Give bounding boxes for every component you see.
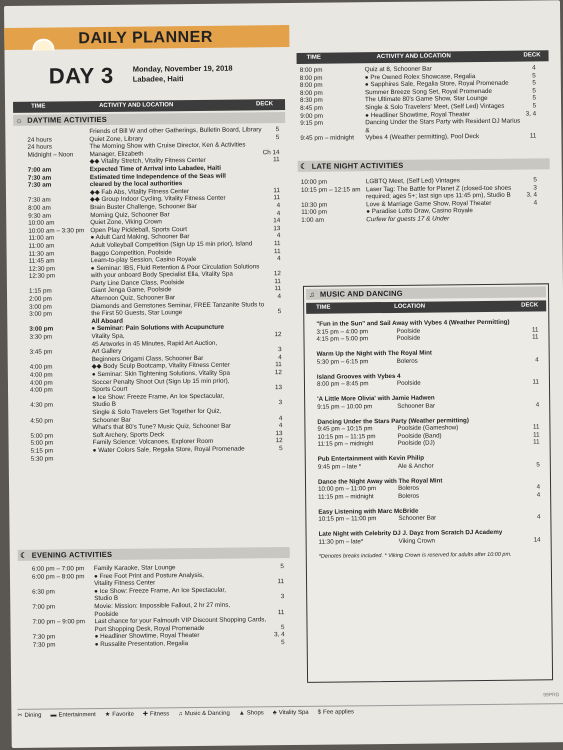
row-deck: 11 — [273, 247, 281, 255]
row-activity: Quiz at 8, Schooner Bar — [364, 65, 432, 74]
row-time: 10:15 pm – 12:15 am — [300, 185, 361, 194]
row-deck: 11 — [273, 194, 281, 202]
row-time: Midnight – Noon — [27, 151, 74, 159]
row-time: 24 hours — [27, 136, 52, 144]
row-time: 8:00 pm — [299, 89, 323, 97]
row-deck: 11 — [275, 361, 282, 369]
row-time: 11:00 pm — [301, 209, 328, 217]
music-note-icon: ♫ — [309, 289, 315, 299]
row-deck: Ch 14 — [262, 148, 280, 157]
row-time: 3:00 pm — [29, 325, 54, 334]
favorite-icon: ★ — [104, 711, 111, 718]
music-block-title: Dancing Under the Stars Party (Weather permitting) — [317, 416, 469, 426]
legend-item — [50, 712, 95, 718]
row-deck: 5 — [280, 563, 284, 571]
row-deck: 5 — [277, 308, 282, 316]
row-time: 5:00 pm — [30, 439, 54, 448]
row-activity: Schooner Bar — [92, 416, 131, 424]
row-activity: Port Shopping Desk, Royal Promenade — [94, 624, 205, 633]
row-activity: Dancing Under the Stars Party with Resident DJ Marius & — [365, 117, 521, 134]
row-deck: 12 — [274, 331, 282, 339]
sun-section-icon: ☼ — [15, 115, 23, 125]
music-line — [317, 378, 539, 388]
row-time: 7:00 am — [27, 166, 52, 174]
music-time: 11:15 pm – midnight — [317, 440, 374, 448]
music-deck: 11 — [533, 438, 540, 446]
music-deck: 14 — [533, 535, 541, 543]
music-location: Poolside (DJ) — [397, 439, 435, 447]
row-activity: the First 50 Guests, Star Lounge — [91, 309, 183, 318]
legend-label: Shops — [246, 710, 264, 717]
music-time: 9:45 pm – 10:15 pm — [317, 425, 373, 433]
music-time: 10:00 pm – 11:00 pm — [318, 485, 377, 493]
row-deck: 4 — [533, 199, 538, 207]
row-time: 7:00 pm — [32, 603, 56, 611]
music-block — [317, 416, 539, 448]
row-activity: Expected Time of Arrival into Labadee, Haiti — [89, 164, 221, 174]
row-activity: Curfew for guests 17 & Under — [366, 215, 450, 224]
legend-item — [239, 710, 264, 716]
row-deck: 14 — [273, 217, 281, 225]
date: Monday, November 19, 2018 — [132, 63, 233, 74]
row-activity: What's that 80's Tune? Music Quiz, Schooner Bar — [92, 422, 232, 432]
music-section-header: ♫ MUSIC AND DANCING — [306, 286, 546, 300]
row-activity: Party Line Dance Class, Poolside — [90, 279, 185, 287]
row-activity: ● Adult Card Making, Schooner Bar — [90, 233, 190, 242]
legend-item — [143, 711, 169, 717]
row-activity: Summer Breeze Song Set, Royal Promenade — [364, 87, 493, 97]
row-activity: ● Seminar: Pain Solutions with Acupuncture — [91, 324, 225, 333]
row-deck: 3, 4 — [525, 109, 537, 118]
row-time: 3:00 pm — [29, 310, 53, 319]
music-deck: 4 — [536, 483, 541, 491]
schedule-row — [31, 453, 283, 463]
row-time: 3:30 pm — [29, 333, 53, 341]
music-deck: 4 — [536, 490, 541, 498]
row-activity: Single & Solo Travelers Get Together for Quiz, — [92, 407, 222, 417]
row-time: 4:00 pm — [29, 371, 53, 379]
row-activity: Diamonds and Gemstones Seminar, FREE Tanzanite Studs to — [91, 300, 265, 310]
music-deck: 4 — [535, 400, 540, 408]
entertainment-icon: ▬ — [50, 712, 57, 719]
row-deck: 3, 4 — [526, 191, 538, 199]
row-activity: ● Paradise Lotto Draw, Casino Royale — [366, 207, 473, 216]
row-activity: Family Science: Volcanoes, Explorer Room — [92, 438, 214, 447]
row-deck: 5 — [533, 176, 537, 184]
music-block — [318, 476, 540, 501]
row-deck: 5 — [532, 87, 536, 95]
row-activity: ◆◆ Vitality Stretch, Vitality Fitness Center — [89, 157, 206, 166]
row-activity: ● Headliner Showtime, Royal Theater — [94, 632, 200, 641]
music-time: 10:15 pm – 11:00 pm — [318, 515, 377, 523]
row-deck: 11 — [273, 240, 281, 248]
row-deck: 4 — [278, 422, 283, 430]
row-time: 8:00 am — [28, 204, 51, 212]
music-block — [319, 528, 541, 545]
date-port — [133, 64, 233, 85]
music-time: 3:15 pm – 4:00 pm — [316, 327, 369, 336]
row-activity: Sports Court — [91, 385, 128, 394]
legend-item — [318, 709, 354, 715]
music-block — [318, 506, 540, 523]
row-activity: Adult Volleyball Competition (Sign Up 15 min prior), Island — [90, 240, 253, 250]
row-deck: 3 — [280, 593, 285, 601]
row-time: 4:00 pm — [29, 379, 53, 387]
music-time: 11:30 pm – late* — [318, 537, 364, 546]
row-time: 4:00 pm — [29, 386, 53, 394]
row-time: 4:30 pm — [30, 401, 53, 410]
music-time: 4:15 pm – 5:00 pm — [316, 335, 369, 343]
music-block-title: Island Grooves with Vybes 4 — [316, 372, 401, 381]
row-activity: Learn-to-play Session, Casino Royale — [90, 256, 197, 265]
row-time: 7:30 am — [27, 174, 52, 182]
row-deck: 3 — [533, 184, 537, 192]
row-deck: 11 — [277, 578, 285, 586]
row-deck: 4 — [276, 232, 281, 240]
music-line — [317, 356, 539, 366]
row-time: 11:30 am — [28, 249, 55, 258]
music-time: 10:15 pm – 11:15 pm — [317, 432, 376, 441]
music-location: Boleros — [398, 484, 420, 492]
spa-icon: ♣ — [272, 710, 277, 717]
row-activity: ● Sapphires Sale, Regalia Store, Royal Promenade — [364, 79, 509, 89]
row-activity: 45 Artworks in 45 Minutes, Rapid Art Auction, — [91, 339, 218, 348]
music-block-title: Late Night with Celebrity DJ J. Dayz from Scratch DJ Academy — [318, 528, 503, 538]
row-time: 11:00 am — [28, 234, 55, 243]
row-deck: 12 — [273, 270, 281, 278]
row-activity: Poolside — [94, 610, 119, 618]
row-activity: ● Ice Show: Freeze Frame, An Ice Spectacular, — [92, 392, 225, 401]
row-activity: Quiet Zone, Library — [89, 135, 144, 143]
evening-list — [32, 563, 285, 649]
row-deck: 4 — [278, 414, 283, 422]
row-activity: ◆◆ Group Indoor Cycling, Vitality Fitness Center — [89, 195, 226, 204]
evening-continued-list — [300, 64, 537, 142]
row-time: 7:30 am — [28, 196, 51, 205]
page-id: 99PRD — [543, 692, 560, 699]
right-column-header: TIME ACTIVITY AND LOCATION DECK — [297, 50, 549, 64]
row-time: 1:00 am — [301, 216, 325, 224]
music-time: 9:15 pm – 10:00 pm — [317, 402, 373, 411]
music-and-dancing-box — [303, 283, 553, 683]
music-block — [317, 393, 539, 410]
music-block — [317, 371, 539, 388]
row-time: 5:00 pm — [30, 432, 54, 440]
row-time: 10:00 pm — [300, 178, 328, 186]
music-block-title: Warm Up the Night with The Royal Mint — [316, 349, 432, 358]
row-activity: Brain Buster Challenge, Schooner Bar — [90, 202, 197, 212]
row-time: 10:00 am – 3:30 pm — [28, 226, 85, 235]
row-deck: 5 — [275, 126, 280, 134]
schedule-row — [300, 133, 536, 143]
legend-label: Music & Dancing — [184, 710, 230, 718]
row-activity: required; ages 5+; last sign ups 11:45 pm), Studio B — [365, 191, 511, 201]
row-time: 1:15 pm — [28, 287, 52, 296]
music-deck: 11 — [533, 430, 540, 438]
row-activity: ◆◆ Body Sculp Bootcamp, Vitality Fitness Center — [91, 362, 230, 371]
daytime-list — [27, 126, 282, 463]
row-deck: 11 — [274, 285, 282, 293]
music-deck: 4 — [535, 355, 539, 363]
row-activity: ● Russalite Presentation, Regalia — [94, 640, 189, 649]
row-activity: Soft Archery, Sports Deck — [92, 431, 165, 439]
fee-icon: $ — [317, 709, 321, 716]
row-deck: 5 — [532, 79, 536, 87]
music-deck: 11 — [532, 333, 539, 341]
row-time: 3:00 pm — [29, 303, 52, 311]
music-column-header: TIME LOCATION DECK — [306, 300, 546, 314]
row-time: 4:00 pm — [29, 363, 53, 372]
row-activity: The Morning Show with Cruise Director, Ken & Activities — [89, 141, 246, 151]
row-activity: The Ultimate 80's Game Show, Star Lounge — [364, 95, 488, 104]
row-deck: 11 — [273, 186, 280, 194]
row-activity: ◆◆ Fab Abs, Vitality Fitness Center — [89, 187, 190, 196]
row-time: 9:00 pm — [300, 112, 323, 120]
music-block — [317, 348, 539, 365]
row-activity: Vitality Fitness Center — [94, 579, 156, 588]
row-time: 24 hours — [27, 143, 53, 151]
row-activity: Baggo Competition, Poolside — [90, 248, 172, 257]
row-activity: Studio B — [92, 401, 117, 409]
music-block — [316, 318, 538, 343]
row-time: 11:00 am — [28, 242, 55, 250]
row-activity: Soccer Penalty Shoot Out (Sign Up 15 min prior), — [91, 377, 230, 386]
moon-icon-late: ☾ — [300, 161, 308, 171]
row-time: 9:15 pm — [300, 119, 324, 128]
moon-icon: ☾ — [20, 550, 28, 560]
music-block — [318, 453, 540, 470]
planner-title: DAILY PLANNER — [78, 28, 213, 48]
row-time: 2:00 pm — [29, 295, 52, 303]
late-night-list — [301, 176, 537, 224]
row-deck: 3 — [278, 346, 282, 354]
legend-item — [17, 713, 41, 719]
row-deck: 5 — [280, 623, 285, 631]
row-time: 8:30 pm — [299, 97, 323, 105]
planner-page — [4, 0, 563, 748]
legend-label: Dining — [24, 712, 42, 719]
row-time: 12:30 pm — [28, 272, 56, 281]
music-block-title: Pub Entertainment with Kevin Philip — [317, 454, 425, 463]
row-time: 10:30 pm — [301, 201, 328, 209]
row-activity: ● Free Foot Print and Posture Analysis, — [93, 571, 204, 580]
music-line — [318, 438, 540, 448]
legend-label: Entertainment — [58, 712, 96, 719]
music-block-title: 'A Little More Olivia' with Jamie Hadwen — [317, 394, 435, 403]
schedule-row — [33, 639, 285, 649]
music-location: Boleros — [396, 357, 418, 365]
row-time: 7:00 pm – 9:00 pm — [32, 618, 86, 626]
music-line — [318, 461, 540, 471]
row-activity: Manager, Elizabeth — [89, 150, 144, 158]
row-time: 10:00 am — [28, 219, 55, 227]
music-time: 8:00 pm – 8:45 pm — [316, 380, 369, 388]
dining-icon: ✂ — [17, 712, 23, 719]
row-activity: ● Headliner Showtime, Royal Theater — [365, 110, 471, 119]
row-deck: 5 — [281, 639, 285, 647]
legend-footer — [17, 703, 563, 722]
legend-label: Favorite — [112, 711, 134, 718]
music-time: 5:30 pm – 6:15 pm — [316, 357, 369, 366]
row-deck: 4 — [276, 202, 281, 210]
music-time: 11:15 pm – midnight — [318, 492, 374, 501]
row-activity: LGBTQ Meet, (Self Led) Vintages — [365, 177, 460, 186]
music-location: Boleros — [398, 492, 420, 500]
row-deck: 4 — [277, 255, 281, 263]
row-activity: Friends of Bill W and other Gatherings, Bulletin Board, Library — [89, 126, 262, 136]
row-activity: Vybes 4 (Weather permitting), Pool Deck — [365, 133, 480, 142]
music-line — [318, 491, 540, 501]
row-deck: 4 — [276, 209, 281, 217]
row-deck: 3, 4 — [274, 631, 285, 639]
legend-label: Fee applies — [322, 709, 355, 716]
music-block-title: Dance the Night Away with The Royal Mint — [317, 476, 443, 486]
shops-icon: ▲ — [238, 710, 245, 717]
row-time: 6:00 pm – 8:00 pm — [31, 572, 85, 581]
fitness-icon: ✚ — [142, 711, 148, 718]
music-line — [319, 536, 541, 546]
music-deck: 11 — [531, 325, 539, 333]
evening-section-header: ☾ EVENING ACTIVITIES — [18, 547, 290, 561]
row-time: 11:45 am — [28, 257, 55, 265]
row-time: 7:30 pm — [32, 633, 56, 642]
legend-label: Vitality Spa — [278, 709, 309, 717]
music-deck: 11 — [532, 378, 540, 386]
row-activity: Movie: Mission: Impossible Fallout, 2 hr 27 mins, — [94, 601, 231, 611]
music-location: Poolside (Band) — [397, 431, 442, 440]
row-deck: 11 — [274, 277, 281, 286]
music-location: Poolside — [396, 327, 421, 335]
row-time: 7:30 pm — [32, 641, 56, 649]
music-block-title: "Fun in the Sun" and Sail Away with Vybes 4 (Weather Permitting) — [316, 318, 510, 328]
row-time: 9:45 pm – midnight — [300, 134, 355, 143]
row-activity: ● Seminar: IBS, Fluid Retention & Poor Circulation Solutions — [90, 263, 260, 272]
music-line — [317, 401, 539, 411]
row-deck: 13 — [273, 224, 281, 232]
row-time: 3:45 pm — [29, 348, 53, 356]
row-time: 5:15 pm — [30, 447, 54, 455]
legend-label: Fitness — [149, 711, 170, 718]
row-deck: 12 — [275, 437, 283, 445]
row-activity: Estimated time Independence of the Seas will — [89, 172, 226, 181]
row-deck: 11 — [529, 132, 537, 140]
music-list — [316, 318, 541, 560]
row-time: 7:30 am — [27, 181, 52, 189]
day-number: DAY 3 — [48, 62, 114, 89]
row-time: 6:00 pm – 7:00 pm — [31, 565, 85, 573]
legend-item — [178, 711, 230, 718]
row-activity: Last chance for your Falmouth VIP Discount Shopping Cards, — [94, 616, 267, 626]
row-activity: ● Water Colors Sale, Regalia Store, Royal Promenade — [92, 445, 245, 455]
row-activity: Family Karaoke, Star Lounge — [93, 564, 176, 573]
row-deck: 3 — [278, 399, 283, 407]
row-time: 4:50 pm — [30, 417, 54, 425]
music-location: Schooner Bar — [398, 514, 437, 522]
row-deck: 4 — [278, 353, 282, 361]
row-activity: Laser Tag: The Battle for Planet Z (closed-toe shoes — [365, 184, 512, 193]
music-line — [318, 513, 540, 523]
row-deck: 5 — [532, 102, 537, 110]
row-activity: with your onboard Body Specialist Ella, Vitality Spa — [90, 270, 233, 280]
row-deck: 5 — [532, 72, 536, 80]
row-time: 5:30 pm — [30, 455, 54, 463]
row-time: 12:30 pm — [28, 265, 56, 273]
row-time: 9:30 am — [28, 212, 51, 220]
row-activity: Morning Quiz, Schooner Bar — [90, 210, 170, 219]
row-activity: Quiet Zone, Viking Crown — [90, 218, 162, 227]
port: Labadee, Haiti — [132, 74, 184, 84]
row-activity: Giant Jenga Game, Poolside — [90, 286, 172, 295]
music-location: Poolside — [396, 334, 421, 342]
row-deck: 12 — [274, 369, 282, 377]
row-activity: ● Seminar: Skin Tightening Solutions, Vitality Spa — [91, 369, 231, 379]
row-activity: Beginners Origami Class, Schooner Bar — [91, 354, 204, 363]
row-activity: Open Play Pickleball, Sports Court — [90, 225, 187, 234]
music-time: 9:45 pm – late * — [317, 462, 362, 471]
row-activity: Art Gallery — [91, 348, 122, 356]
row-activity: Single & Solo Travelers' Meet, (Self Led) Vintages — [365, 102, 505, 112]
music-footnote: *Denotes breaks included. * Viking Crown is reserved for adults after 10:00 pm. — [318, 551, 512, 560]
row-deck: 4 — [532, 64, 536, 72]
schedule-row — [301, 214, 537, 224]
music-deck: 5 — [536, 460, 540, 468]
row-deck: 11 — [277, 608, 285, 616]
row-time: 8:00 pm — [299, 74, 323, 82]
row-deck: 5 — [279, 445, 283, 453]
row-deck: 5 — [532, 94, 537, 102]
left-column-header: TIME ACTIVITY AND LOCATION DECK — [13, 99, 285, 113]
row-time: 8:00 pm — [299, 66, 323, 74]
row-deck: 13 — [274, 384, 283, 392]
music-block-title: Easy Listening with Marc McBride — [318, 507, 419, 516]
row-activity: Studio B — [94, 595, 119, 603]
row-activity: ● Ice Show: Freeze Frame, An Ice Spectacular, — [94, 586, 227, 595]
row-activity: Afternoon Quiz, Schooner Bar — [91, 294, 176, 303]
music-location: Viking Crown — [398, 537, 436, 545]
music-location: Ale & Anchor — [397, 462, 434, 470]
music-location: Schooner Bar — [397, 402, 436, 410]
row-time: 8:00 pm — [299, 81, 323, 90]
row-deck: 11 — [273, 156, 280, 164]
legend-item — [105, 712, 134, 718]
music-deck: 4 — [536, 513, 541, 521]
row-activity: cleared by the local authorities — [89, 180, 183, 189]
music-line — [316, 333, 538, 343]
legend-item — [273, 710, 309, 716]
row-activity: Love & Marriage Game Show, Royal Theater — [366, 199, 492, 209]
row-deck: 4 — [277, 293, 282, 301]
music-location: Poolside — [396, 379, 421, 387]
row-activity: All Aboard — [91, 317, 123, 325]
row-activity: Vitality Spa, — [91, 332, 125, 341]
music-icon: ♫ — [178, 711, 183, 718]
music-location: Poolside (Gameshow) — [397, 424, 459, 432]
row-activity: ● Pre Owned Rolex Showcase, Regalia — [364, 72, 476, 81]
music-deck: 11 — [532, 423, 540, 431]
row-deck: 5 — [275, 133, 280, 141]
row-deck: 13 — [275, 429, 283, 437]
daytime-section-header: ☼ DAYTIME ACTIVITIES — [13, 112, 285, 126]
late-night-section-header: ☾ LATE NIGHT ACTIVITIES — [298, 158, 550, 172]
row-time: 8:45 pm — [300, 104, 323, 112]
row-time: 6:30 pm — [32, 588, 55, 596]
